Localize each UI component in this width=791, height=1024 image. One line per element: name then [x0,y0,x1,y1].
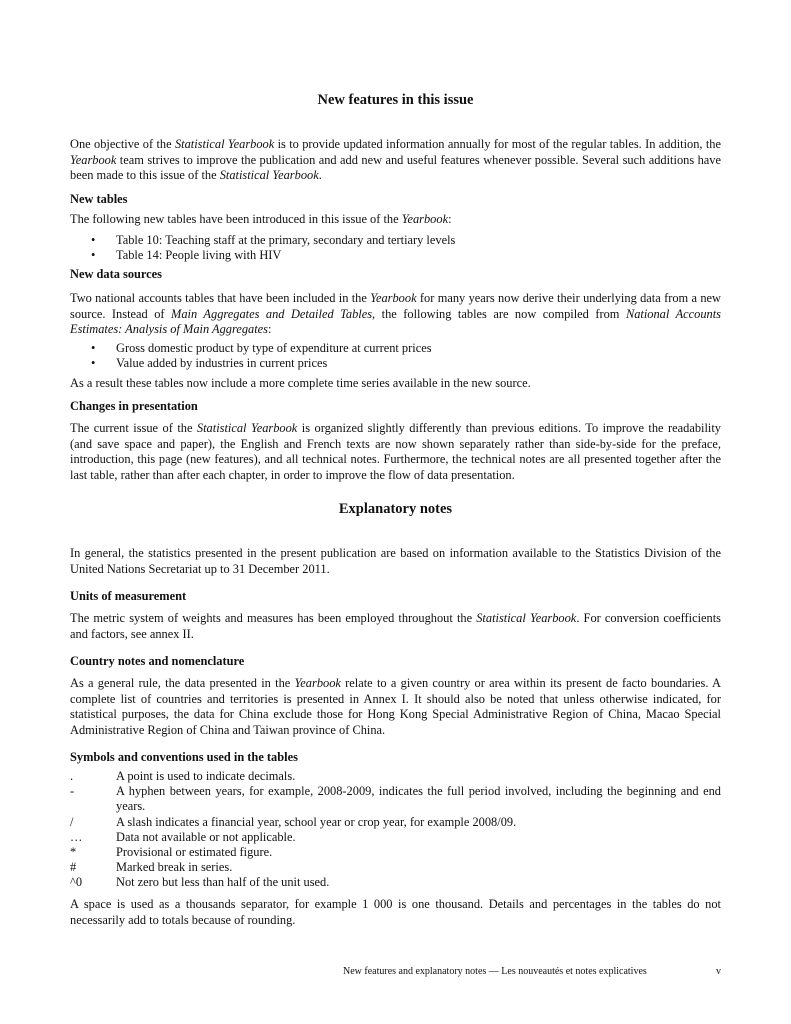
symbol-key: … [70,829,83,844]
explanatory-intro: In general, the statistics presented in the present publication are based on information available to the Statistics Division of the United Nations Secretariat up to 31 December 2011. [70,546,721,576]
symbol-key: # [70,860,77,875]
section-title-new-features: New features in this issue [317,92,474,108]
symbols-after: A space is used as a thousands separator, for example 1 000 is one thousand. Details and percentages in the tables do not necessarily add to totals because of rounding. [70,897,721,927]
symbol-row: / A slash indicates a financial year, school year or crop year, for example 2008/09. [70,814,517,829]
symbol-row: # Marked break in series. [70,860,233,875]
page-footer: New features and explanatory notes — Les nouveautés et notes explicatives [343,966,647,977]
new-data-sources-after: As a result these tables now include a more complete time series available in the new source. [70,376,531,390]
bullet-icon: • [91,356,96,371]
symbol-row: ^0 Not zero but less than half of the unit used. [70,875,330,890]
symbol-row: . A point is used to indicate decimals. [70,769,296,783]
country-paragraph: As a general rule, the data presented in the Yearbook relate to a given country or area within its present de facto boundaries. A complete list of countries and territories is presented in Annex I. It should also be noted that unless otherwise indicated, for statistical purposes, the data for China exclude those for Hong Kong Special Administrative Region of China, Macao Special Administrative Region of China and Taiwan province of China. [70,676,721,737]
new-tables-lead: The following new tables have been introduced in this issue of the Yearbook: [70,212,452,226]
new-data-sources-paragraph: Two national accounts tables that have been included in the Yearbook for many years now derive their underlying data from a new source. Instead of Main Aggregates and Detailed Tables, the following tables are now compiled from National Accounts Estimates: Analysis of Main Aggregates: [70,291,721,337]
list-item: • Table 14: People living with HIV [91,248,282,263]
list-item: • Value added by industries in current prices [91,356,328,371]
units-paragraph: The metric system of weights and measures has been employed throughout the Statistical Yearbook. For conversion coefficients and factors, see annex II. [70,611,721,641]
bullet-icon: • [91,341,96,355]
symbol-key: / [70,814,74,829]
heading-country-notes: Country notes and nomenclature [70,654,245,668]
intro-paragraph: One objective of the Statistical Yearbook is to provide updated information annually for most of the regular tables. In addition, the Yearbook team strives to improve the publication and add new and useful features whenever possible. Several such additions have been made to this issue of the Statistical Yearbook. [70,137,722,183]
symbol-key: . [70,769,74,783]
symbol-row: … Data not available or not applicable. [70,829,296,844]
changes-paragraph: The current issue of the Statistical Yearbook is organized slightly differently than previous editions. To improve the readability (and save space and paper), the English and French texts are now shown separately rather than side-by-side for the preface, introduction, this page (new features), and all technical notes. Furthermore, the technical notes are all presented together after the last table, rather than after each chapter, in order to improve the flow of data presentation. [70,421,721,482]
section-title-explanatory-notes: Explanatory notes [338,501,453,517]
heading-units-of-measurement: Units of measurement [70,589,187,603]
list-item: • Gross domestic product by type of expenditure at current prices [91,341,432,355]
list-item: • Table 10: Teaching staff at the primary, secondary and tertiary levels [91,233,456,247]
new-data-sources-list [70,341,721,371]
symbols-list [70,769,721,891]
bullet-icon: • [91,248,96,263]
symbol-row: - A hyphen between years, for example, 2008-2009, indicates the full period involved, including the beginning and end years. [70,784,721,814]
symbol-key: - [70,784,75,799]
symbol-key: * [70,845,77,860]
page-number: v [716,966,721,977]
symbol-row: * Provisional or estimated figure. [70,845,273,860]
new-tables-list [70,233,721,263]
heading-changes-in-presentation: Changes in presentation [70,399,198,413]
heading-symbols-conventions: Symbols and conventions used in the tables [70,750,298,764]
bullet-icon: • [91,233,96,247]
heading-new-data-sources: New data sources [70,267,163,281]
heading-new-tables: New tables [70,192,128,206]
symbol-key: ^0 [70,875,83,890]
